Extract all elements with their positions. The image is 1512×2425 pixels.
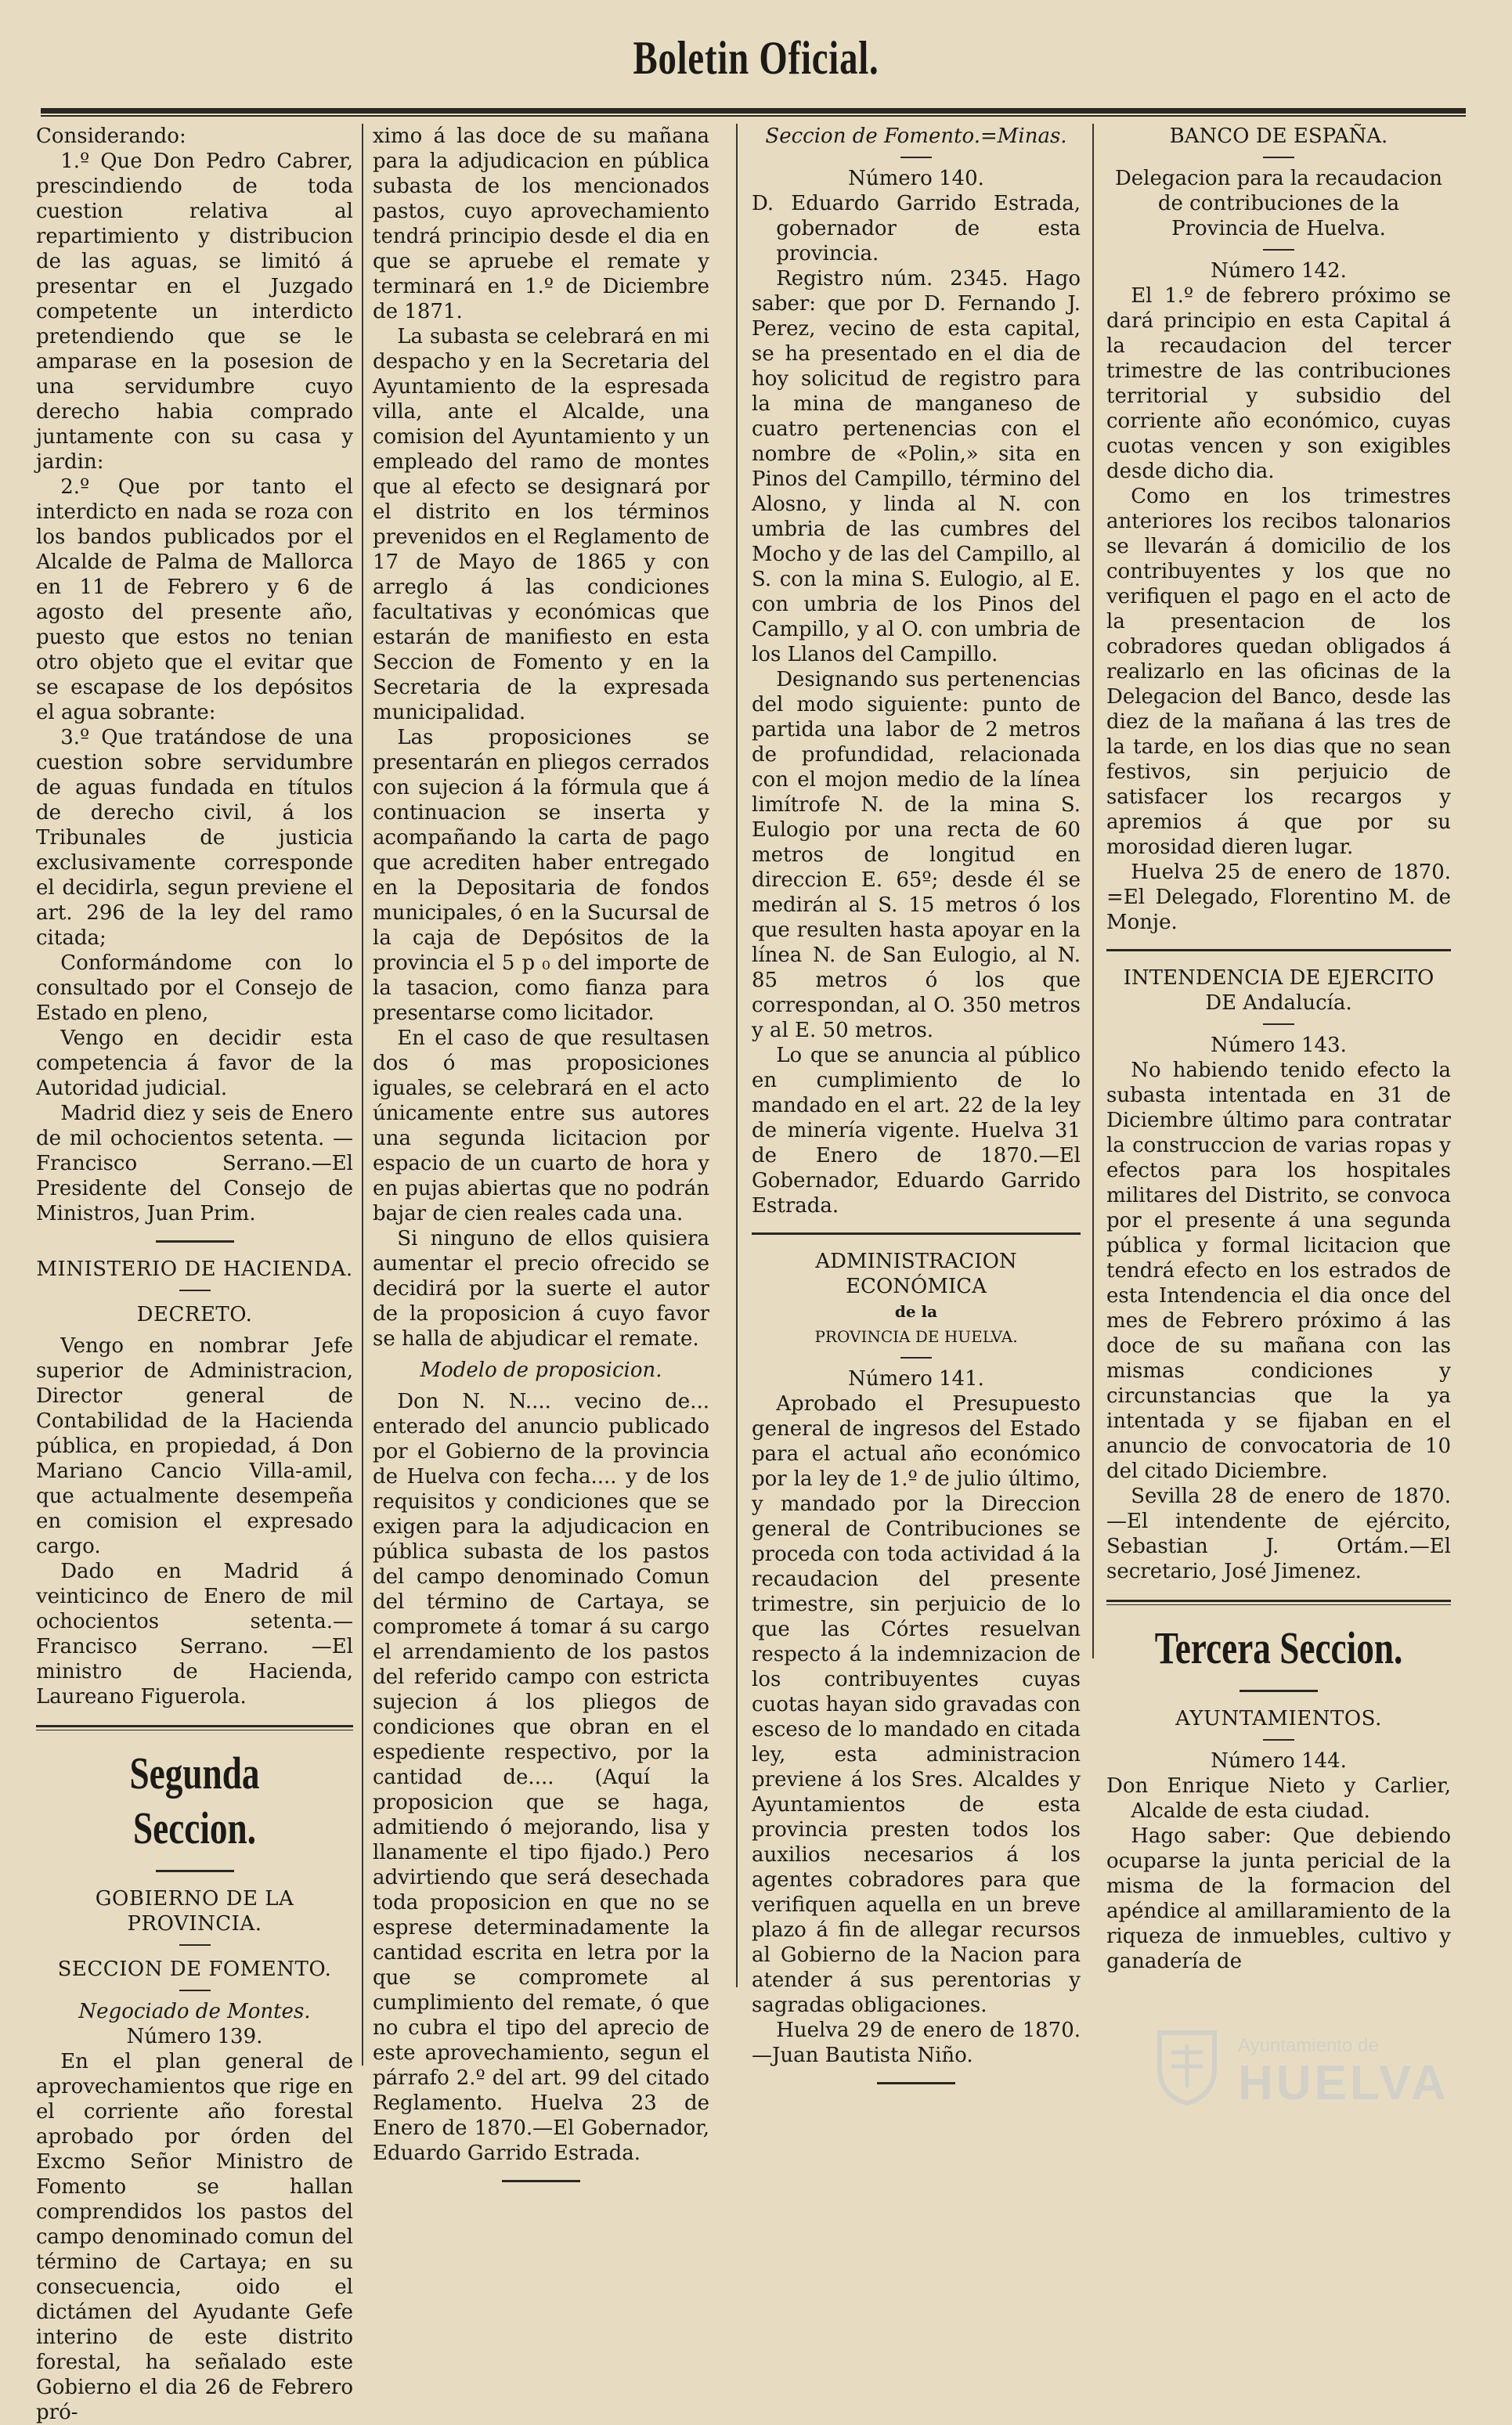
separator bbox=[502, 2180, 580, 2182]
column-3 bbox=[752, 124, 1081, 2091]
section-heading: AYUNTAMIENTOS. bbox=[1175, 1707, 1382, 1730]
separator bbox=[900, 1357, 932, 1359]
paragraph: Registro núm. 2345. Hago saber: que por D. Fernando J. Perez, vecino de esta capital, se ha presentado en el dia de hoy solicitud de registro para la mina de manganeso de cuatro pertenencias con el nombre de «Polin,» sita en Pinos del Campillo, término del Alosno, y linda al N. con umbria de las cumbres del Mocho y de las del Campillo, al S. con la mina S. Eulogio, al E. con umbria de los Pinos del Campillo, y al O. con umbria de los Llanos del Campillo. bbox=[752, 267, 1081, 666]
paragraph: En el caso de que resultasen dos ó mas proposiciones iguales, se celebrará en el acto únicamente entre sus autores una segunda licitacion por espacio de un cuarto de hora y en pujas abiertas que no podrán bajar de cien reales cada una. bbox=[373, 1027, 709, 1225]
subheading: Seccion de Fomento.=Minas. bbox=[765, 124, 1067, 148]
separator bbox=[1263, 157, 1294, 158]
paragraph: Las proposiciones se presentarán en pliegos cerrados con sujecion á la fórmula que á continuacion se inserta y acompañando la carta de pago que acrediten haber entregado en la Depositaria de fondos municipales, ó en la Sucursal de la caja de Depósitos de la provincia el 5 p ₀ del importe de la tasacion, como fianza para presentarse como licitador. bbox=[373, 726, 709, 1025]
column-divider bbox=[1092, 124, 1094, 1658]
column-4 bbox=[1106, 124, 1451, 2091]
separator bbox=[179, 1290, 211, 1291]
subheading: Modelo de proposicion. bbox=[420, 1359, 662, 1382]
paragraph: Como en los trimestres anteriores los recibos talonarios se llevarán á domicilio de los contribuyentes y los que no verifiquen el pago en el acto de la presentacion de los cobradores quedan obligados á realizarlo en las oficinas de la Delegacion del Banco, desde las diez de la mañana á las tres de la tarde, en los dias que no sean festivos, sin perjuicio de satisfacer los recargos y apremios á que por su morosidad dieren lugar. bbox=[1106, 485, 1451, 859]
separator bbox=[1263, 1023, 1294, 1025]
subheading: Delegacion para la recaudacion de contribuciones de la Provincia de Huelva. bbox=[1114, 167, 1443, 240]
separator bbox=[179, 1944, 211, 1946]
separator bbox=[1263, 249, 1294, 251]
paragraph: La subasta se celebrará en mi despacho y en la Secretaria del Ayuntamiento de la espresada villa, ante el Alcalde, una comision del Ayuntamiento y un empleado del ramo de montes que al efecto se designará por el distrito en los términos prevenidos en el Reglamento de 17 de Mayo de 1865 y con arreglo á las condiciones facultativas y económicas que estarán de manifiesto en esta Seccion de Fomento y en la Secretaria de la expresada municipalidad. bbox=[373, 325, 709, 724]
watermark-line1: Ayuntamiento de bbox=[1238, 2035, 1379, 2056]
section-title: Segunda Seccion. bbox=[129, 1748, 260, 1853]
subheading: Negociado de Montes. bbox=[78, 2000, 311, 2023]
header-rule bbox=[41, 108, 1466, 114]
section-heading: de la bbox=[894, 1302, 938, 1321]
paragraph: Lo que se anuncia al público en cumplimiento de lo mandado en el art. 22 de la ley de minería vigente. Huelva 31 de Enero de 1870.—El Gobernador, Eduardo Garrido Estrada. bbox=[752, 1044, 1081, 1218]
paragraph: 3.º Que tratándose de una cuestion sobre servidumbre de aguas fundada en títulos de derecho civil, á los Tribunales de justicia exclusivamente corresponde el decidirla, segun previene el art. 296 de la ley del ramo citada; bbox=[36, 726, 353, 950]
huelva-coat-of-arms-icon bbox=[1144, 2021, 1230, 2107]
number-heading: Número 143. bbox=[1211, 1034, 1347, 1057]
section-title: Tercera Seccion. bbox=[1154, 1622, 1403, 1673]
separator bbox=[1240, 1690, 1318, 1692]
paragraph: 2.º Que por tanto el interdicto en nada se roza con los bandos publicados por el Alcalde de Palma de Mallorca en 11 de Febrero y 6 de agosto del presente año, puesto que estos no tenian otro objeto que el evitar que se escapase de los depósitos el agua sobrante: bbox=[36, 475, 353, 724]
paragraph: Aprobado el Presupuesto general de ingresos del Estado para el actual año económico por la ley de 1.º de julio último, y mandado por la Direccion general de Contribuciones se proceda con toda actividad á la recaudacion del presente trimestre, sin perjuicio de lo que las Córtes resuelvan respecto á la indemnizacion de los contribuyentes cuyas cuotas hayan sido gravadas con esceso de lo mandado en citada ley, esta administracion previene á los Sres. Alcaldes y Ayuntamientos de esta provincia presten todos los auxilios necesarios á los agentes cobradores para que verifiquen aquella en un breve plazo á fin de allegar recursos al Gobierno de la Nacion para atender á sus perentorias y sagradas obligaciones. bbox=[752, 1392, 1081, 2017]
paragraph: Don Enrique Nieto y Carlier, Alcalde de esta ciudad. bbox=[1106, 1774, 1451, 1823]
separator bbox=[1263, 1739, 1294, 1741]
number-heading: Número 139. bbox=[126, 2025, 263, 2048]
section-heading: PROVINCIA DE HUELVA. bbox=[814, 1327, 1018, 1346]
separator bbox=[900, 157, 932, 158]
section-heading: MINISTERIO DE HACIENDA. bbox=[36, 1258, 353, 1281]
masthead-title: Boletin Oficial. bbox=[633, 32, 879, 84]
section-heading: SECCION DE FOMENTO. bbox=[57, 1958, 332, 1981]
paragraph: Sevilla 28 de enero de 1870. —El intendente de ejército, Sebastian J. Ortám.—El secretario, José Jimenez. bbox=[1106, 1485, 1451, 1583]
number-heading: Número 144. bbox=[1211, 1749, 1347, 1773]
paragraph: Don N. N.... vecino de... enterado del anuncio publicado por el Gobierno de la provincia de Huelva con fecha.... y de los requisitos y condiciones que se exigen para la adjudicacion en pública subasta de los pastos del campo denominado Comun del término de Cartaya, se compromete á tomar á su cargo el arrendamiento de los pastos del referido campo con estricta sujecion á los pliegos de condiciones que obran en el espediente respectivo, por la cantidad de.... (Aquí la proposicion que se haga, admitiendo ó mejorando, lisa y llanamente el tipo fijado.) Pero advirtiendo que será desechada toda proposicion en que no se esprese determinadamente la cantidad escrita en letra por la que se compromete al cumplimiento del remate, ó que no cubra el tipo del aprecio de este aprovechamiento, segun el párrafo 2.º del art. 99 del citado Reglamento. Huelva 23 de Enero de 1870.—El Gobernador, Eduardo Garrido Estrada. bbox=[373, 1390, 709, 2165]
section-heading: INTENDENCIA DE EJERCITO DE Andalucía. bbox=[1123, 966, 1434, 1015]
separator bbox=[877, 2082, 955, 2084]
section-heading: DECRETO. bbox=[136, 1303, 253, 1326]
separator bbox=[156, 1870, 234, 1872]
number-heading: Número 141. bbox=[848, 1367, 984, 1391]
paragraph: 1.º Que Don Pedro Cabrer, prescindiendo de toda cuestion relativa al repartimiento y distribucion de las aguas, se limitó á presentar en el Juzgado competente un interdicto pretendiendo que se le amparase en la posesion de una servidumbre cuyo derecho habia comprado juntamente con su casa y jardin: bbox=[36, 150, 353, 474]
header-rule-thin bbox=[41, 115, 1466, 117]
paragraph: Vengo en nombrar Jefe superior de Administracion, Director general de Contabilidad de la Hacienda pública, en propiedad, á Don Mariano Cancio Villa-amil, que actualmente desempeña en comision el expresado cargo. bbox=[36, 1334, 353, 1558]
number-heading: Número 140. bbox=[848, 167, 984, 190]
paragraph: Huelva 29 de enero de 1870. —Juan Bautista Niño. bbox=[752, 2019, 1081, 2067]
archive-watermark bbox=[1136, 2021, 1465, 2115]
paragraph: Hago saber: Que debiendo ocuparse la junta pericial de la misma de la formacion del apéndice al amillaramiento de la riqueza de inmuebles, cultivo y ganadería de bbox=[1106, 1824, 1451, 1973]
paragraph: Huelva 25 de enero de 1870. =El Delegado, Florentino M. de Monje. bbox=[1106, 861, 1451, 934]
number-heading: Número 142. bbox=[1211, 259, 1347, 283]
column-1 bbox=[36, 124, 353, 2424]
paragraph: Si ninguno de ellos quisiera aumentar el precio ofrecido se decidirá por la suerte el autor de la proposicion á cuyo favor se halla de abjudicar el remate. bbox=[373, 1227, 709, 1351]
paragraph: Madrid diez y seis de Enero de mil ochocientos setenta. —Francisco Serrano.—El Presidente del Consejo de Ministros, Juan Prim. bbox=[36, 1102, 353, 1225]
paragraph: El 1.º de febrero próximo se dará principio en esta Capital á la recaudacion del tercer trimestre de las contribuciones territorial y subsidio del corriente año económico, cuyas cuotas vencen y son exigibles desde dicho dia. bbox=[1106, 284, 1451, 483]
column-divider bbox=[736, 124, 738, 1987]
separator bbox=[179, 1990, 211, 1991]
column-2 bbox=[373, 124, 709, 2165]
section-heading: GOBIERNO DE LA PROVINCIA. bbox=[95, 1887, 294, 1936]
section-heading: ADMINISTRACION ECONÓMICA bbox=[815, 1250, 1017, 1298]
paragraph: ximo á las doce de su mañana para la adjudicacion en pública subasta de los mencionados pastos, cuyo aprovechamiento tendrá principio desde el dia en que se apruebe el remate y terminará en 1.º de Diciembre de 1871. bbox=[373, 124, 709, 323]
paragraph: Conformándome con lo consultado por el Consejo de Estado en pleno, bbox=[36, 951, 353, 1025]
section-rule bbox=[36, 1725, 353, 1730]
paragraph: En el plan general de aprovechamientos que rige en el corriente año forestal aprobado por órden del Excmo Señor Ministro de Fomento se hallan comprendidos los pastos del campo denominado comun del término de Cartaya; en su consecuencia, oido el dictámen del Ayudante Gefe interino de este distrito forestal, ha señalado este Gobierno el dia 26 de Febrero pró- bbox=[36, 2050, 353, 2424]
paragraph: Designando sus pertenencias del modo siguiente: punto de partida una labor de 2 metros de profundidad, relacionada con el mojon medio de la línea limítrofe N. de la mina S. Eulogio por una recta de 60 metros de longitud en direccion E. 65º; desde él se medirán al S. 15 metros ó los que resulten hasta apoyar en la línea N. de San Eulogio, al N. 85 metros ó los que correspondan, al O. 350 metros y al E. 50 metros. bbox=[752, 668, 1081, 1042]
separator bbox=[156, 1240, 234, 1243]
paragraph: Considerando: bbox=[36, 124, 186, 148]
watermark-line2: HUELVA bbox=[1238, 2056, 1449, 2110]
section-rule bbox=[1106, 1600, 1451, 1605]
paragraph: D. Eduardo Garrido Estrada, gobernador de esta provincia. bbox=[752, 192, 1081, 265]
paragraph: Vengo en decidir esta competencia á favor de la Autoridad judicial. bbox=[36, 1027, 353, 1100]
column-divider bbox=[362, 124, 363, 2066]
section-rule bbox=[752, 1232, 1081, 1235]
section-heading: BANCO DE ESPAÑA. bbox=[1169, 124, 1388, 148]
paragraph: No habiendo tenido efecto la subasta intentada en 31 de Diciembre último para contratar la construccion de varias ropas y efectos para los hospitales militares del Distrito, se convoca por el presente á una segunda pública y formal licitacion que tendrá efecto en los estrados de esta Intendencia el dia once del mes de Febrero próximo á las doce de su mañana con las mismas condiciones y circunstancias que la ya intentada y se fijaban en el anuncio de convocatoria de 10 del citado Diciembre. bbox=[1106, 1059, 1451, 1483]
section-rule bbox=[1106, 949, 1451, 951]
paragraph: Dado en Madrid á veinticinco de Enero de mil ochocientos setenta.—Francisco Serrano. —El ministro de Hacienda, Laureano Figuerola. bbox=[36, 1560, 353, 1709]
